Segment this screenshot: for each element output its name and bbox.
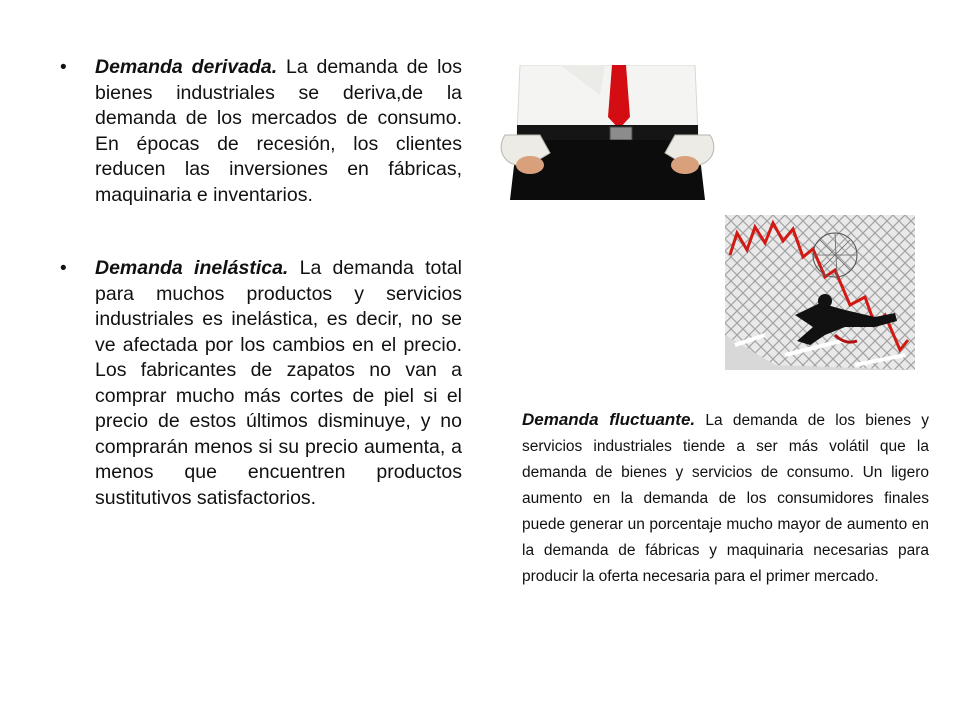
fluctuating-demand-text <box>522 407 929 590</box>
side-text: La demanda de los bienes y servicios industriales tiende a ser más volátil que la demanda de bienes y servicios de consumo. Un ligero aumento en la demanda de los consumidores finales puede generar un porcentaje mucho mayor de aumento en la demanda de fábricas y maquinaria necesarias para producir la oferta necesaria para el primer mercado. <box>522 412 929 585</box>
empty-pockets-image <box>500 65 715 200</box>
side-term: Demanda fluctuante. <box>522 410 696 429</box>
bullet-dot-icon: • <box>60 258 67 279</box>
bullet-inelastic-demand <box>60 256 462 511</box>
bullet-text: La demanda de los bienes industriales se deriva,de la demanda de los mercados de consumo. En épocas de recesión, los clientes reducen las inversiones en fábricas, maquinaria e inventarios. <box>95 56 462 206</box>
bullet-term: Demanda inelástica. <box>95 257 289 279</box>
bullet-term: Demanda derivada. <box>95 56 278 78</box>
market-crash-image <box>725 215 915 370</box>
bullet-derived-demand <box>60 55 462 208</box>
bullet-list <box>60 55 462 511</box>
red-tie <box>608 65 630 129</box>
bullet-text: La demanda total para muchos productos y servicios industriales es inelástica, es decir, no se ve afectada por los cambios en el precio. Los fabricantes de zapatos no van a comprar mucho más cortes de piel si el precio de estos últimos disminuye, y no comprarán menos si su precio aumenta, a menos que encuentren productos sustitutivos satisfactorios. <box>95 257 462 509</box>
bullet-dot-icon: • <box>60 57 67 78</box>
